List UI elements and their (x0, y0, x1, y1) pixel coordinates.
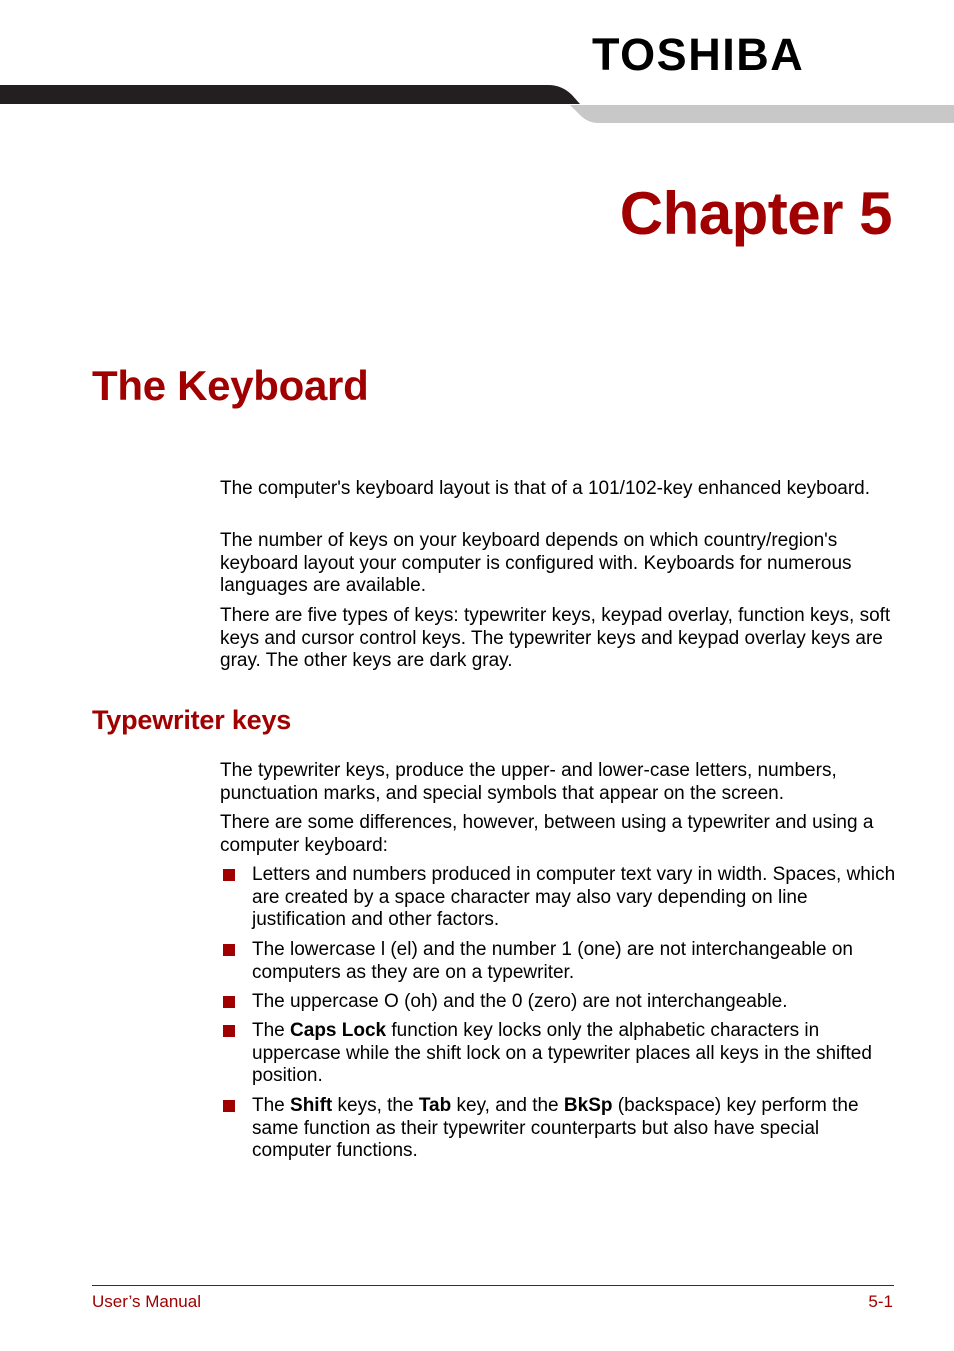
header-bar-light (570, 105, 954, 123)
section-paragraph: The typewriter keys, produce the upper- and lower-case letters, numbers, punctuation marks, and special symbols that appear on the screen. (220, 760, 837, 804)
list-item-text: The Shift keys, the Tab key, and the BkSp (backspace) key perform the same function as their typewriter counterparts but also have special computer functions. (252, 1095, 859, 1162)
key-name: Caps Lock (290, 1020, 387, 1041)
list-item-text: The uppercase O (oh) and the 0 (zero) are not interchangeable. (252, 991, 788, 1012)
intro-paragraph: There are five types of keys: typewriter keys, keypad overlay, function keys, soft keys and cursor control keys. The typewriter keys and keypad overlay keys are gray. The other keys are dark gray. (220, 605, 891, 672)
list-item-text: Letters and numbers produced in computer text vary in width. Spaces, which are created by a space character may also vary depending on line justification and other factors. (252, 864, 896, 931)
key-name: Tab (418, 1095, 452, 1116)
footer-manual-title: User’s Manual (92, 1292, 201, 1311)
section-paragraph: There are some differences, however, between using a typewriter and using a computer keyboard: (220, 812, 874, 856)
header-bar (0, 85, 954, 125)
intro-paragraph: The computer's keyboard layout is that of a 101/102-key enhanced keyboard. (220, 478, 871, 499)
page-title: The Keyboard (92, 362, 369, 409)
key-name: Shift (290, 1095, 333, 1116)
list-item-text: The Caps Lock function key locks only the alphabetic characters in uppercase while the shift lock on a typewriter places all keys in the shifted position. (252, 1020, 872, 1087)
bullet-square-icon (223, 996, 235, 1008)
header-bar-dark (0, 85, 580, 104)
bullet-square-icon (223, 869, 235, 881)
toshiba-logo: TOSHIBA (592, 29, 805, 80)
list-item-text: The lowercase l (el) and the number 1 (one) are not interchangeable on computers as they are on a typewriter. (252, 939, 853, 983)
section-heading: Typewriter keys (92, 705, 292, 735)
footer-divider (92, 1285, 894, 1286)
key-name: BkSp (563, 1095, 613, 1116)
chapter-label: Chapter 5 (619, 180, 892, 247)
page-number: 5-1 (868, 1292, 893, 1311)
bullet-square-icon (223, 944, 235, 956)
bullet-square-icon (223, 1025, 235, 1037)
bullet-square-icon (223, 1100, 235, 1112)
intro-paragraph: The number of keys on your keyboard depends on which country/region's keyboard layout your computer is configured with. Keyboards for numerous languages are available. (220, 530, 852, 597)
